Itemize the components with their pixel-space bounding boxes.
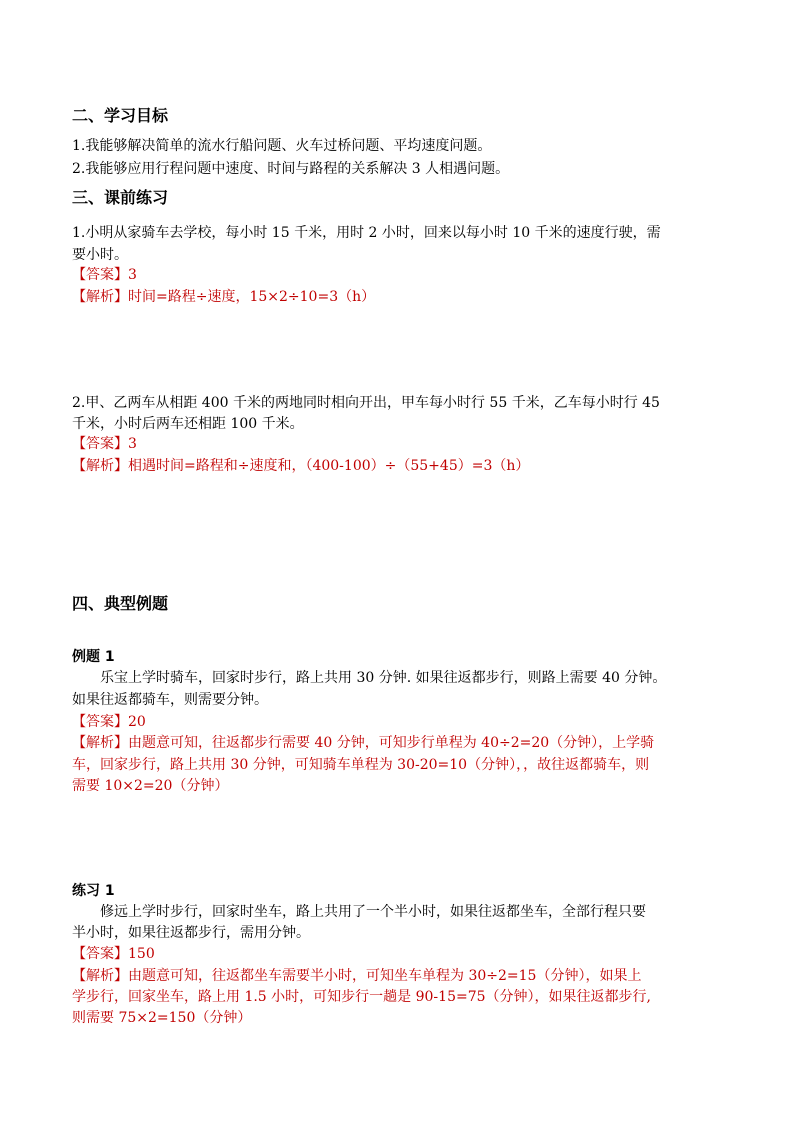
analysis-label: 【解析】: [72, 458, 128, 474]
answer-value: 20: [128, 714, 146, 730]
question-1-line-2: 要小时。: [72, 247, 128, 263]
analysis-label: 【解析】: [72, 735, 128, 751]
analysis-text: 相遇时间=路程和÷速度和，（400-100）÷（55+45）=3（h）: [128, 458, 530, 474]
practice-1-answer: [72, 944, 155, 964]
example-1-analysis-line-3: 需要 10×2=20（分钟）: [72, 778, 229, 794]
practice-1-analysis-line-2: 学步行，回家坐车，路上用 1.5 小时，可知步行一趟是 90-15=75（分钟），如果往返都步行,: [72, 989, 651, 1005]
practice-1-analysis-line-1: [72, 966, 641, 986]
section-title-learning-goals: 二、学习目标: [72, 106, 169, 125]
analysis-label: 【解析】: [72, 289, 128, 305]
question-1-answer: [72, 265, 137, 285]
answer-value: 3: [128, 267, 137, 283]
example-1-line-1: 乐宝上学时骑车，回家时步行，路上共用 30 分钟. 如果往返都步行，则路上需要 40 分钟。: [100, 670, 667, 686]
question-2-answer: [72, 434, 137, 454]
example-1-line-2: 如果往返都骑车，则需要分钟。: [72, 692, 268, 708]
example-1-analysis-line-2: 车，回家步行，路上共用 30 分钟，可知骑车单程为 30-20=10（分钟），，故往返都骑车，则: [72, 757, 650, 773]
practice-1-line-2: 半小时，如果往返都步行，需用分钟。: [72, 925, 310, 941]
analysis-text: 由题意可知，往返都坐车需要半小时，可知坐车单程为 30÷2=15（分钟），如果上: [128, 968, 642, 984]
answer-label: 【答案】: [72, 946, 128, 962]
practice-1-analysis-line-3: 则需要 75×2=150（分钟）: [72, 1010, 252, 1026]
answer-label: 【答案】: [72, 436, 128, 452]
answer-value: 150: [128, 946, 155, 962]
answer-value: 3: [128, 436, 137, 452]
example-1-answer: [72, 712, 146, 732]
analysis-label: 【解析】: [72, 968, 128, 984]
answer-label: 【答案】: [72, 267, 128, 283]
analysis-text: 由题意可知，往返都步行需要 40 分钟，可知步行单程为 40÷2=20（分钟），上学骑: [128, 735, 655, 751]
goal-item-2: 2.我能够应用行程问题中速度、时间与路程的关系解决 3 人相遇问题。: [72, 161, 510, 177]
example-1-label: 例题 1: [72, 649, 115, 665]
analysis-text: 时间=路程÷速度，15×2÷10=3（h）: [128, 289, 376, 305]
answer-label: 【答案】: [72, 714, 128, 730]
practice-1-label: 练习 1: [72, 883, 115, 899]
question-2-line-2: 千米，小时后两车还相距 100 千米。: [72, 416, 304, 432]
question-1-analysis: [72, 287, 375, 307]
section-title-pre-class-practice: 三、课前练习: [72, 188, 169, 207]
question-1-line-1: 1.小明从家骑车去学校，每小时 15 千米，用时 2 小时，回来以每小时 10 千米的速度行驶，需: [72, 225, 661, 241]
question-2-line-1: 2.甲、乙两车从相距 400 千米的两地同时相向开出，甲车每小时行 55 千米，乙车每小时行 45: [72, 395, 660, 411]
question-2-analysis: [72, 456, 529, 476]
goal-item-1: 1.我能够解决简单的流水行船问题、火车过桥问题、平均速度问题。: [72, 138, 492, 154]
example-1-analysis-line-1: [72, 733, 654, 753]
practice-1-line-1: 修远上学时步行，回家时坐车，路上共用了一个半小时，如果往返都坐车，全部行程只要: [100, 904, 646, 920]
section-title-typical-examples: 四、典型例题: [72, 594, 169, 613]
